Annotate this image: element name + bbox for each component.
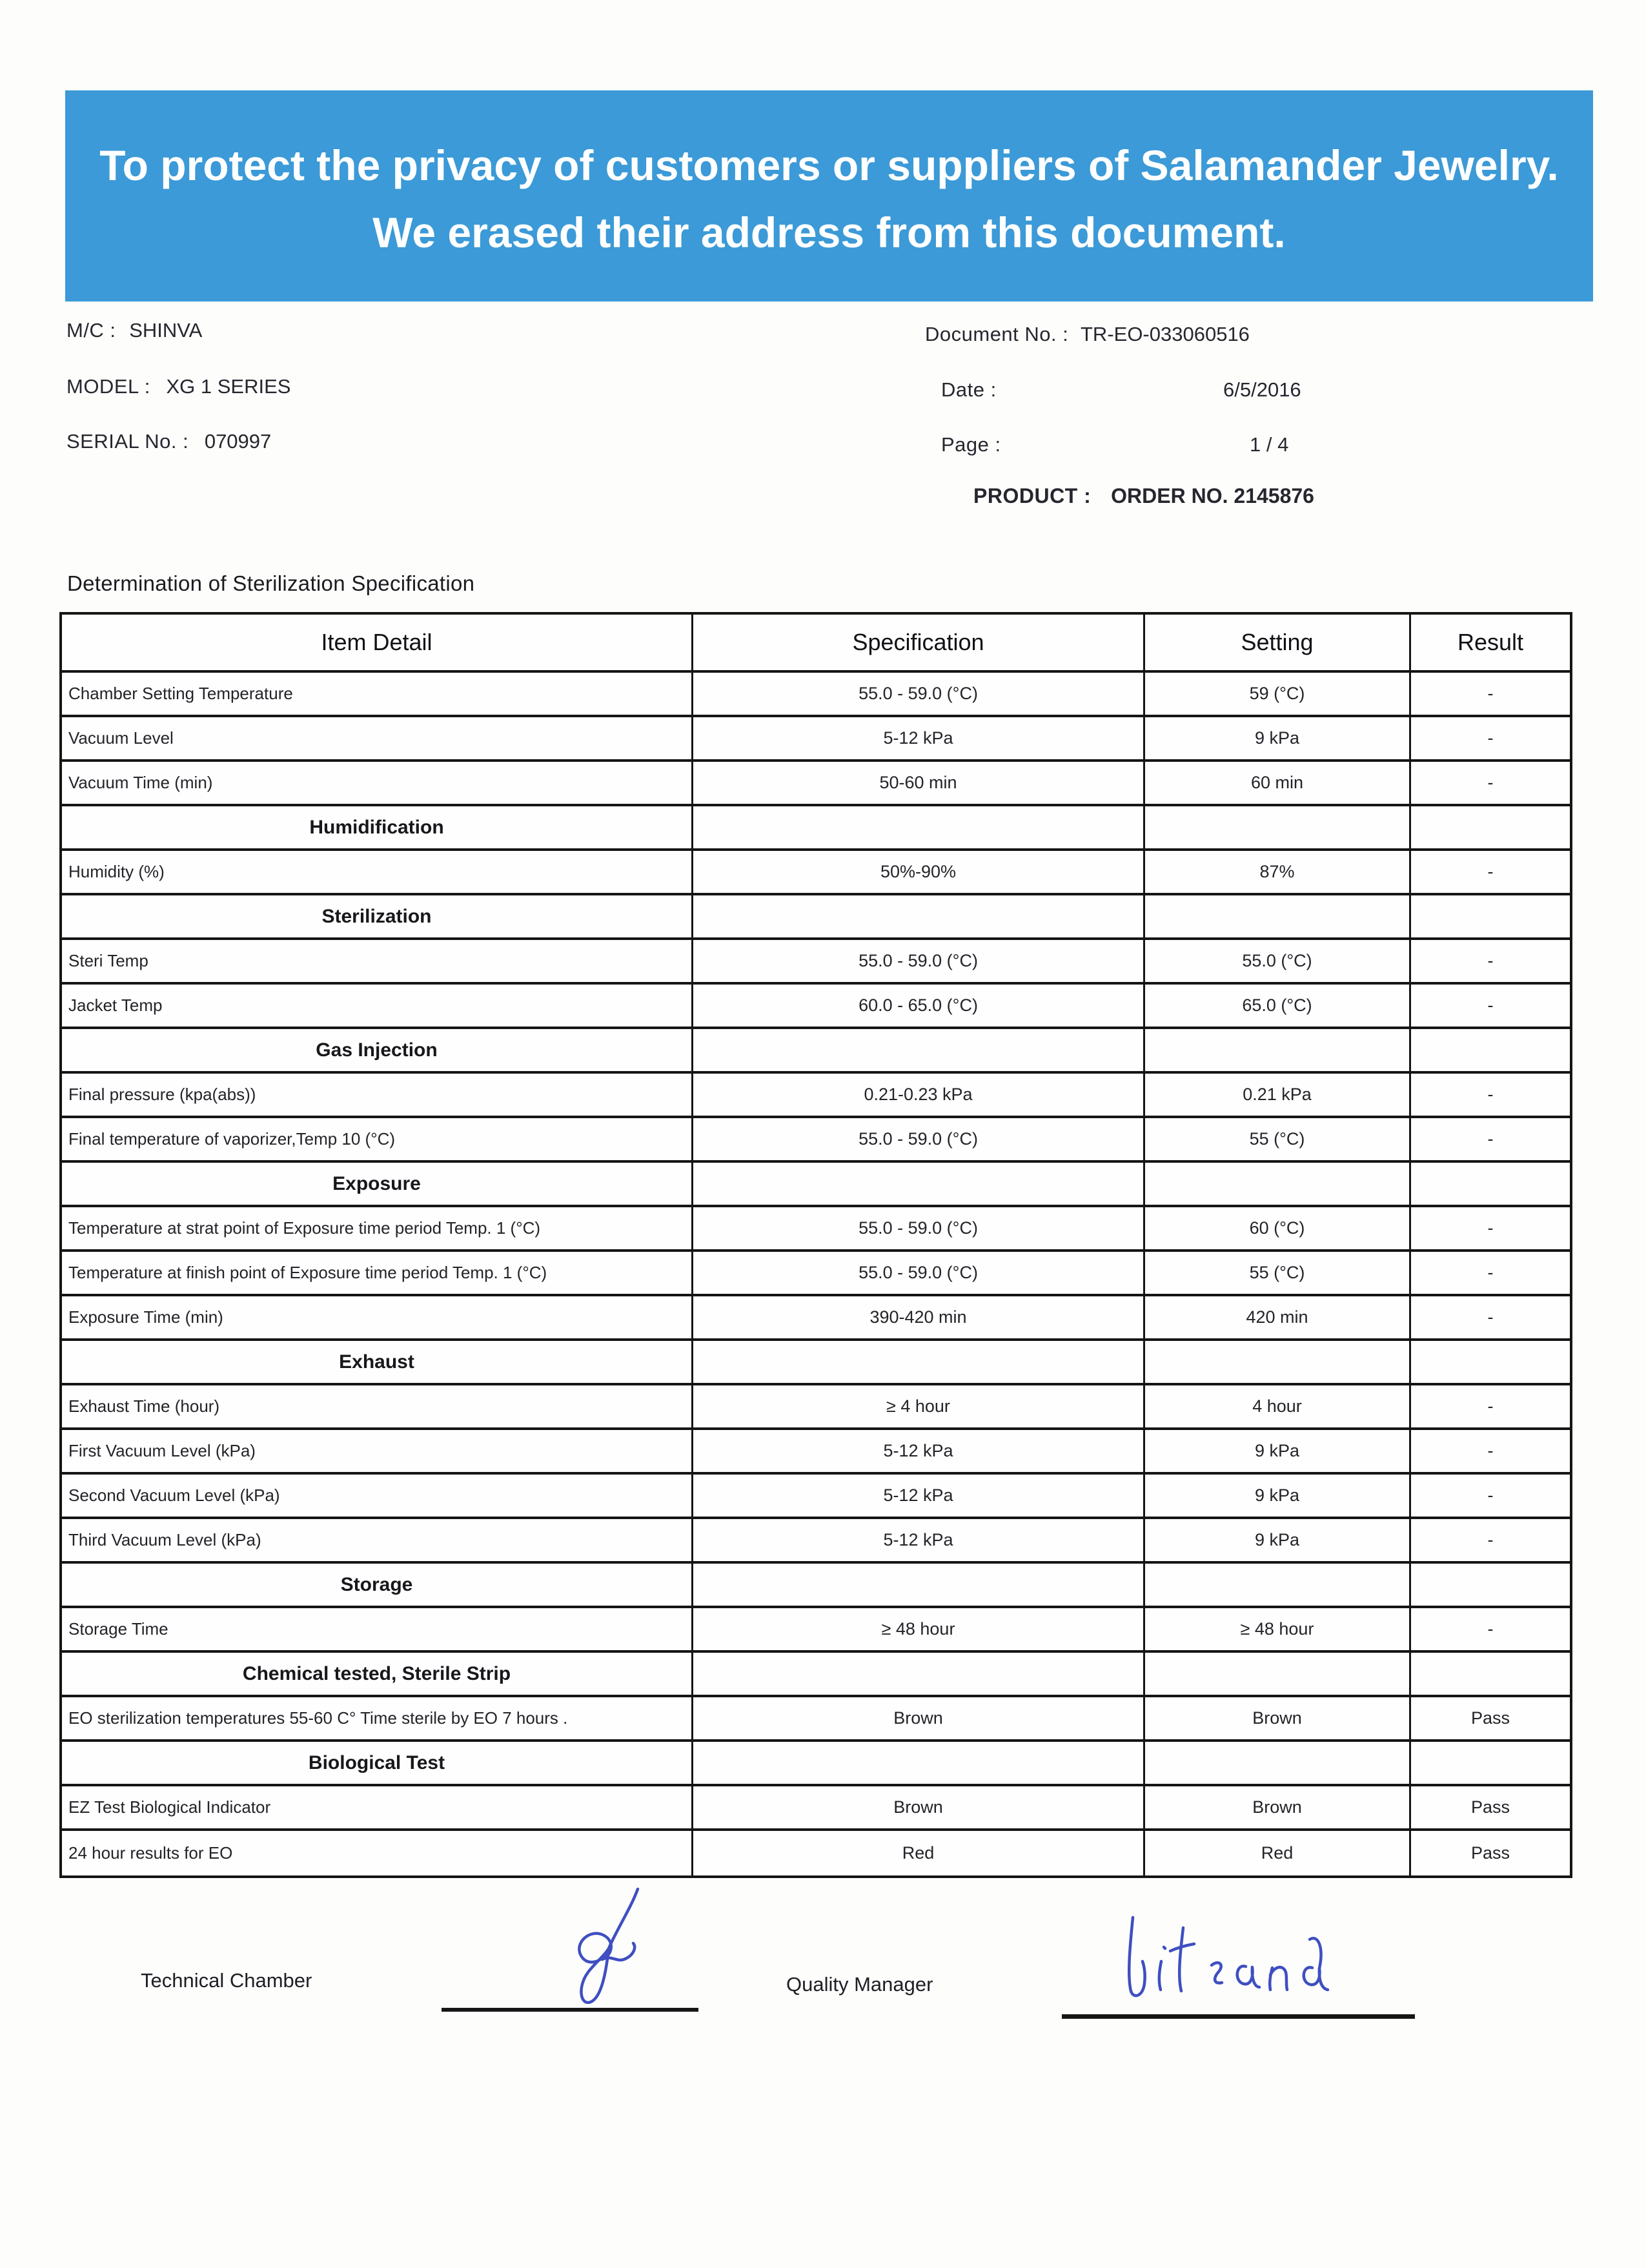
table-row xyxy=(62,1252,1570,1296)
item-detail-cell: EZ Test Biological Indicator xyxy=(62,1786,693,1828)
specification-cell xyxy=(693,1163,1145,1205)
specification-cell: 0.21-0.23 kPa xyxy=(693,1074,1145,1116)
item-detail-cell: Chamber Setting Temperature xyxy=(62,673,693,715)
table-row xyxy=(62,1385,1570,1430)
result-cell: - xyxy=(1487,1307,1494,1327)
item-detail-cell: Temperature at strat point of Exposure time period Temp. 1 (°C) xyxy=(62,1207,693,1249)
setting-cell: 59 (°C) xyxy=(1145,673,1411,715)
result-cell: - xyxy=(1487,1396,1494,1416)
setting-cell xyxy=(1145,1742,1411,1784)
specification-cell: 55.0 - 59.0 (°C) xyxy=(693,1207,1145,1249)
specification-cell xyxy=(693,895,1145,937)
technical-chamber-label: Technical Chamber xyxy=(141,1969,312,1992)
specification-cell xyxy=(693,1653,1145,1695)
table-row xyxy=(62,940,1570,985)
mc-value: SHINVA xyxy=(129,319,203,342)
item-detail-cell: EO sterilization temperatures 55-60 C° Time sterile by EO 7 hours . xyxy=(62,1697,693,1739)
result-cell xyxy=(1411,1653,1570,1695)
table-row xyxy=(62,1519,1570,1564)
item-detail-cell: Vacuum Time (min) xyxy=(62,762,693,804)
table-row xyxy=(62,1786,1570,1831)
setting-cell xyxy=(1145,1564,1411,1606)
specification-cell xyxy=(693,1029,1145,1071)
result-cell: - xyxy=(1487,996,1494,1015)
spec-table xyxy=(59,612,1572,1878)
setting-cell: 55.0 (°C) xyxy=(1145,940,1411,982)
table-row xyxy=(62,1697,1570,1742)
specification-cell xyxy=(693,1742,1145,1784)
table-row xyxy=(62,1029,1570,1074)
table-row xyxy=(62,1163,1570,1207)
specification-cell: 5-12 kPa xyxy=(693,1475,1145,1517)
setting-cell: ≥ 48 hour xyxy=(1145,1608,1411,1650)
setting-cell: Brown xyxy=(1145,1786,1411,1828)
result-cell: - xyxy=(1487,862,1494,881)
model-value: XG 1 SERIES xyxy=(166,375,291,398)
col-header-setting: Setting xyxy=(1145,615,1411,670)
table-row xyxy=(62,1430,1570,1475)
date-label: Date : xyxy=(941,378,997,401)
result-cell: - xyxy=(1487,684,1494,703)
setting-cell xyxy=(1145,806,1411,848)
privacy-banner-line1: To protect the privacy of customers or suppliers of Salamander Jewelry. xyxy=(99,141,1559,189)
machine-serial-row xyxy=(66,430,271,453)
section-title: Determination of Sterilization Specification xyxy=(67,571,475,595)
item-detail-cell: Steri Temp xyxy=(62,940,693,982)
result-cell: - xyxy=(1487,1129,1494,1149)
item-detail-cell: Exposure xyxy=(62,1163,693,1205)
specification-cell: ≥ 48 hour xyxy=(693,1608,1145,1650)
table-row xyxy=(62,1653,1570,1697)
result-cell: - xyxy=(1487,728,1494,748)
result-cell: - xyxy=(1487,1486,1494,1505)
setting-cell: 9 kPa xyxy=(1145,1519,1411,1561)
table-row xyxy=(62,1341,1570,1385)
col-header-result: Result xyxy=(1457,629,1524,655)
spec-table-body xyxy=(62,673,1570,1875)
specification-cell: ≥ 4 hour xyxy=(693,1385,1145,1427)
page-row xyxy=(941,433,1289,456)
table-row xyxy=(62,717,1570,762)
result-cell: - xyxy=(1487,1441,1494,1460)
table-row xyxy=(62,985,1570,1029)
result-cell: Pass xyxy=(1470,1708,1510,1728)
table-row xyxy=(62,895,1570,940)
table-row xyxy=(62,1831,1570,1875)
table-row xyxy=(62,1608,1570,1653)
specification-cell: 50%-90% xyxy=(693,851,1145,893)
result-cell xyxy=(1411,806,1570,848)
table-row xyxy=(62,1207,1570,1252)
date-row xyxy=(941,378,1301,402)
specification-cell: 5-12 kPa xyxy=(693,717,1145,759)
specification-cell xyxy=(693,1564,1145,1606)
specification-cell xyxy=(693,1341,1145,1383)
setting-cell: 55 (°C) xyxy=(1145,1252,1411,1294)
result-cell xyxy=(1411,1341,1570,1383)
setting-cell: 87% xyxy=(1145,851,1411,893)
item-detail-cell: Final pressure (kpa(abs)) xyxy=(62,1074,693,1116)
serial-value: 070997 xyxy=(204,430,272,453)
specification-cell: Red xyxy=(693,1831,1145,1875)
table-row xyxy=(62,851,1570,895)
product-row xyxy=(973,484,1314,508)
product-label: PRODUCT : xyxy=(973,484,1092,507)
serial-label: SERIAL No. : xyxy=(66,430,189,453)
setting-cell xyxy=(1145,895,1411,937)
item-detail-cell: Sterilization xyxy=(62,895,693,937)
specification-cell: 60.0 - 65.0 (°C) xyxy=(693,985,1145,1027)
setting-cell: 9 kPa xyxy=(1145,1430,1411,1472)
table-row xyxy=(62,806,1570,851)
mc-label: M/C : xyxy=(66,319,116,342)
setting-cell: Red xyxy=(1145,1831,1411,1875)
item-detail-cell: 24 hour results for EO xyxy=(62,1831,693,1875)
item-detail-cell: Storage xyxy=(62,1564,693,1606)
setting-cell xyxy=(1145,1029,1411,1071)
specification-cell: Brown xyxy=(693,1697,1145,1739)
specification-cell: 55.0 - 59.0 (°C) xyxy=(693,1118,1145,1160)
model-label: MODEL : xyxy=(66,375,150,398)
setting-cell: 55 (°C) xyxy=(1145,1118,1411,1160)
date-value: 6/5/2016 xyxy=(1223,378,1301,401)
specification-cell: 390-420 min xyxy=(693,1296,1145,1338)
setting-cell: Brown xyxy=(1145,1697,1411,1739)
result-cell xyxy=(1411,1742,1570,1784)
setting-cell: 60 min xyxy=(1145,762,1411,804)
privacy-banner xyxy=(65,90,1593,301)
setting-cell xyxy=(1145,1341,1411,1383)
item-detail-cell: Temperature at finish point of Exposure time period Temp. 1 (°C) xyxy=(62,1252,693,1294)
specification-cell xyxy=(693,806,1145,848)
result-cell: Pass xyxy=(1470,1843,1510,1863)
col-header-specification: Specification xyxy=(693,615,1145,670)
setting-cell xyxy=(1145,1163,1411,1205)
item-detail-cell: Jacket Temp xyxy=(62,985,693,1027)
item-detail-cell: Exposure Time (min) xyxy=(62,1296,693,1338)
spec-table-header-row xyxy=(62,615,1570,673)
specification-cell: Brown xyxy=(693,1786,1145,1828)
setting-cell: 60 (°C) xyxy=(1145,1207,1411,1249)
item-detail-cell: Storage Time xyxy=(62,1608,693,1650)
table-row xyxy=(62,1475,1570,1519)
result-cell: - xyxy=(1487,1263,1494,1282)
table-row xyxy=(62,1564,1570,1608)
setting-cell: 9 kPa xyxy=(1145,1475,1411,1517)
specification-cell: 5-12 kPa xyxy=(693,1519,1145,1561)
page-value: 1 / 4 xyxy=(1250,433,1289,456)
setting-cell: 0.21 kPa xyxy=(1145,1074,1411,1116)
result-cell: - xyxy=(1487,1218,1494,1238)
item-detail-cell: Vacuum Level xyxy=(62,717,693,759)
item-detail-cell: Final temperature of vaporizer,Temp 10 (°C) xyxy=(62,1118,693,1160)
privacy-banner-line2: We erased their address from this document. xyxy=(372,209,1286,256)
item-detail-cell: First Vacuum Level (kPa) xyxy=(62,1430,693,1472)
result-cell: - xyxy=(1487,1530,1494,1549)
table-row xyxy=(62,762,1570,806)
result-cell xyxy=(1411,1163,1570,1205)
result-cell: - xyxy=(1487,1619,1494,1639)
table-row xyxy=(62,1118,1570,1163)
setting-cell: 420 min xyxy=(1145,1296,1411,1338)
setting-cell xyxy=(1145,1653,1411,1695)
quality-signature-ink xyxy=(1113,1910,1352,2016)
specification-cell: 55.0 - 59.0 (°C) xyxy=(693,940,1145,982)
result-cell: - xyxy=(1487,1085,1494,1104)
table-row xyxy=(62,673,1570,717)
machine-model-row xyxy=(66,375,290,398)
item-detail-cell: Exhaust Time (hour) xyxy=(62,1385,693,1427)
product-value: ORDER NO. 2145876 xyxy=(1111,484,1314,507)
item-detail-cell: Chemical tested, Sterile Strip xyxy=(62,1653,693,1695)
result-cell xyxy=(1411,895,1570,937)
table-row xyxy=(62,1742,1570,1786)
col-header-item-detail: Item Detail xyxy=(62,615,693,670)
technical-signature-ink xyxy=(541,1884,680,2013)
item-detail-cell: Biological Test xyxy=(62,1742,693,1784)
quality-manager-label: Quality Manager xyxy=(786,1973,933,1996)
table-row xyxy=(62,1296,1570,1341)
setting-cell: 9 kPa xyxy=(1145,717,1411,759)
result-cell: - xyxy=(1487,951,1494,970)
item-detail-cell: Gas Injection xyxy=(62,1029,693,1071)
document-no-value: TR-EO-033060516 xyxy=(1081,323,1250,345)
item-detail-cell: Second Vacuum Level (kPa) xyxy=(62,1475,693,1517)
specification-cell: 50-60 min xyxy=(693,762,1145,804)
item-detail-cell: Humidity (%) xyxy=(62,851,693,893)
specification-cell: 5-12 kPa xyxy=(693,1430,1145,1472)
result-cell xyxy=(1411,1029,1570,1071)
machine-mc-row xyxy=(66,319,202,342)
result-cell xyxy=(1411,1564,1570,1606)
setting-cell: 65.0 (°C) xyxy=(1145,985,1411,1027)
item-detail-cell: Third Vacuum Level (kPa) xyxy=(62,1519,693,1561)
result-cell: - xyxy=(1487,773,1494,792)
result-cell: Pass xyxy=(1470,1797,1510,1817)
page-label: Page : xyxy=(941,433,1001,456)
item-detail-cell: Exhaust xyxy=(62,1341,693,1383)
table-row xyxy=(62,1074,1570,1118)
specification-cell: 55.0 - 59.0 (°C) xyxy=(693,673,1145,715)
setting-cell: 4 hour xyxy=(1145,1385,1411,1427)
specification-cell: 55.0 - 59.0 (°C) xyxy=(693,1252,1145,1294)
item-detail-cell: Humidification xyxy=(62,806,693,848)
document-no-row xyxy=(925,323,1250,346)
document-no-label: Document No. : xyxy=(925,323,1069,345)
